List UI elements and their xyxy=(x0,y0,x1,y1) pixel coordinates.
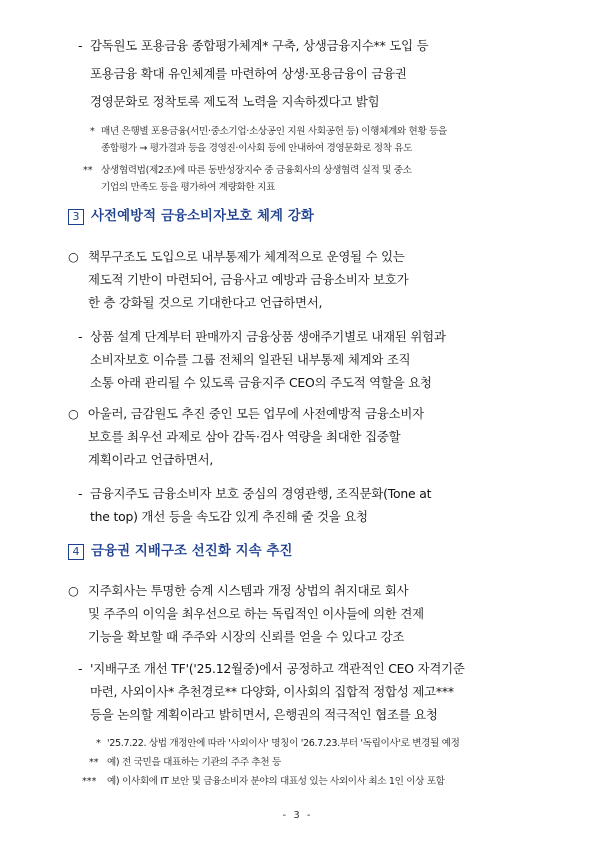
note-line: 예) 이사회에 IT 보안 및 금융소비자 분야의 대표성 있는 사외이사 최소 1인 이상 포함 xyxy=(107,776,445,787)
note-line: 매년 은행별 포용금융(서민·중소기업·소상공인 지원 사회공헌 등) 이행체계와 현황 등을 xyxy=(101,126,447,137)
text-line: 지주회사는 투명한 승계 시스템과 개정 상법의 취지대로 회사 xyxy=(88,583,409,598)
note-line: '25.7.22. 상법 개정안에 따라 '사외이사' 명칭이 '26.7.23.부터 '독립이사'로 변경될 예정 xyxy=(107,738,460,749)
dash-marker: - xyxy=(78,329,83,344)
text-line: 기능을 확보할 때 주주와 시장의 신뢰를 얻을 수 있다고 강조 xyxy=(88,629,405,644)
text-line: 소통 아래 관리될 수 있도록 금융지주 CEO의 주도적 역할을 요청 xyxy=(90,375,432,390)
text-line: '지배구조 개선 TF'('25.12월중)에서 공정하고 객관적인 CEO 자격기준 xyxy=(90,661,465,676)
dash-marker: - xyxy=(78,661,83,676)
text-line: 보호를 최우선 과제로 삼아 감독·검사 역량을 최대한 집중할 xyxy=(88,429,401,444)
text-line: 등을 논의할 계획이라고 밝히면서, 은행권의 적극적인 협조를 요청 xyxy=(90,707,438,722)
section-heading xyxy=(0,209,595,231)
note-marker: * xyxy=(96,738,101,749)
note-line: 예) 전 국민을 대표하는 기관의 주주 추천 등 xyxy=(107,757,281,768)
text-line: 마련, 사외이사* 추천경로** 다양화, 이사회의 집합적 정합성 제고*** xyxy=(90,684,454,699)
text-line: 계획이라고 언급하면서, xyxy=(88,452,214,467)
section-title: 금융권 지배구조 선진화 지속 추진 xyxy=(91,544,293,559)
text-line: 포용금융 확대 유인체계를 마련하여 상생·포용금융이 금융권 xyxy=(90,66,407,81)
page-number: - 3 - xyxy=(282,810,313,821)
text-line: 제도적 기반이 마련되어, 금융사고 예방과 금융소비자 보호가 xyxy=(88,272,409,287)
text-line: 소비자보호 이슈를 그룹 전체의 일관된 내부통제 체계와 조직 xyxy=(90,352,411,367)
note-line: 기업의 만족도 등을 평가하여 계량화한 지표 xyxy=(101,182,276,193)
circle-marker: ○ xyxy=(68,249,79,264)
circle-marker: ○ xyxy=(68,583,79,598)
section-number: 4 xyxy=(68,544,84,560)
section-number: 3 xyxy=(68,209,84,225)
section-heading xyxy=(0,544,595,566)
text-line: 금융지주도 금융소비자 보호 중심의 경영관행, 조직문화(Tone at xyxy=(90,486,432,501)
note-marker: *** xyxy=(82,776,97,787)
text-line: 책무구조도 도입으로 내부통제가 체계적으로 운영될 수 있는 xyxy=(88,249,405,264)
text-line: 한 층 강화될 것으로 기대한다고 언급하면서, xyxy=(88,295,323,310)
section-title: 사전예방적 금융소비자보호 체계 강화 xyxy=(91,209,314,224)
text-line: 경영문화로 정착토록 제도적 노력을 지속하겠다고 밝힘 xyxy=(90,94,380,109)
text-line: 아울러, 금감원도 추진 중인 모든 업무에 사전예방적 금융소비자 xyxy=(88,406,424,421)
dash-marker: - xyxy=(78,486,83,501)
text-line: 상품 설계 단계부터 판매까지 금융상품 생애주기별로 내재된 위험과 xyxy=(90,329,446,344)
dash-marker: - xyxy=(78,38,83,53)
text-line: 및 주주의 이익을 최우선으로 하는 독립적인 이사들에 의한 견제 xyxy=(88,606,424,621)
text-line: the top) 개선 등을 속도감 있게 추진해 줄 것을 요청 xyxy=(90,509,368,524)
note-line: 종합평가 → 평가결과 등을 경영진·이사회 등에 안내하여 경영문화로 정착 유도 xyxy=(101,143,413,154)
note-marker: ** xyxy=(89,757,99,768)
note-line: 상생협력법(제2조)에 따른 동반성장지수 중 금융회사의 상생협력 실적 및 중소 xyxy=(101,165,412,176)
text-line: 감독원도 포용금융 종합평가체계* 구축, 상생금융지수** 도입 등 xyxy=(90,38,429,53)
note-marker: * xyxy=(90,126,95,137)
circle-marker: ○ xyxy=(68,406,79,421)
note-marker: ** xyxy=(83,165,93,176)
